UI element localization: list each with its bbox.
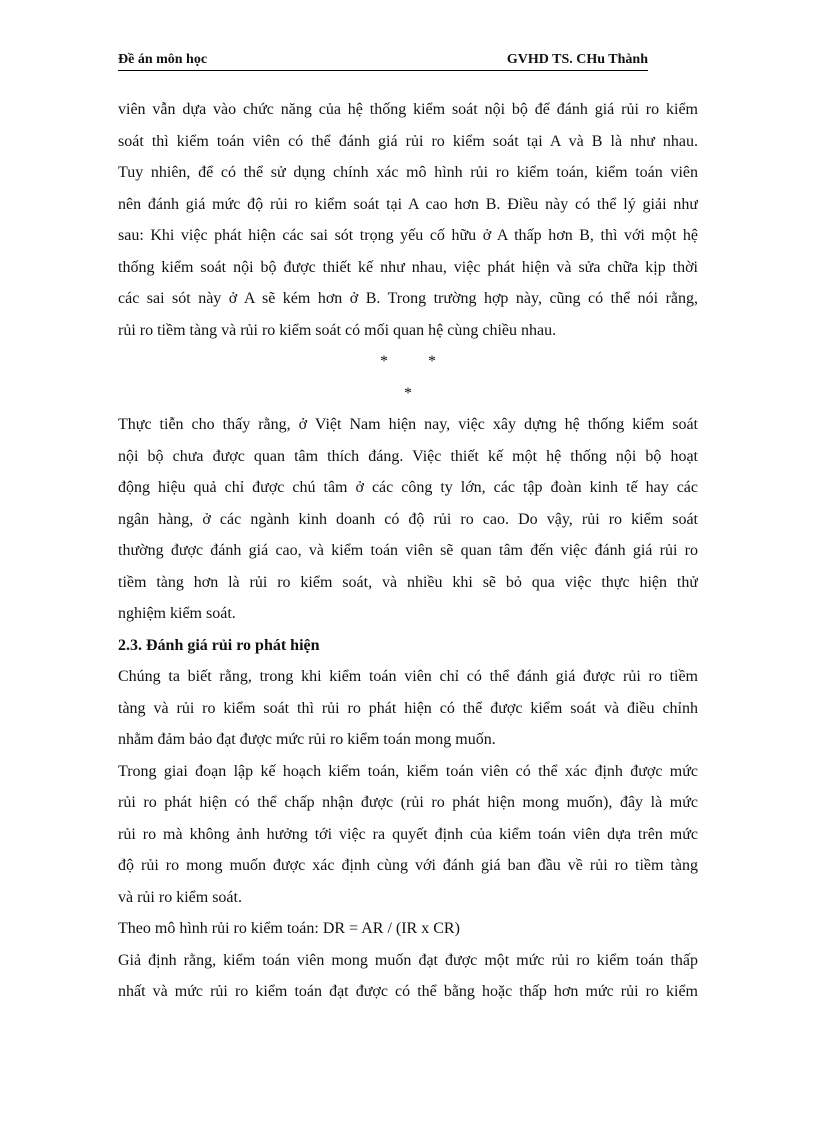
text-line: Giả định rằng, kiểm toán viên mong muốn đạt được một mức rủi ro kiểm toán thấp bbox=[118, 951, 698, 969]
text-line: và rủi ro kiểm soát. bbox=[118, 888, 242, 906]
text-line: nội bộ chưa được quan tâm thích đáng. Việc thiết kế một hệ thống nội bộ hoạt bbox=[118, 447, 698, 465]
header-underline bbox=[118, 70, 648, 71]
text-line: nhằm đảm bảo đạt được mức rủi ro kiểm toán mong muốn. bbox=[118, 731, 496, 748]
text-line: ngân hàng, ở các ngành kinh doanh có độ rủi ro cao. Do vậy, rủi ro kiểm soát bbox=[118, 510, 698, 528]
text-line: tiềm tàng hơn là rủi ro kiểm soát, và nhiều khi sẽ bỏ qua việc thực hiện thử bbox=[118, 573, 698, 591]
text-line: Trong giai đoạn lập kế hoạch kiểm toán, kiểm toán viên có thể xác định được mức bbox=[118, 762, 698, 780]
text-line: nhất và mức rủi ro kiểm toán đạt được có thể bằng hoặc thấp hơn mức rủi ro kiểm bbox=[118, 983, 698, 1000]
section-heading: 2.3. Đánh giá rủi ro phát hiện bbox=[118, 636, 320, 654]
document-body bbox=[118, 94, 698, 1008]
paragraph-4 bbox=[118, 756, 698, 914]
paragraph-3 bbox=[118, 661, 698, 756]
text-line: soát thì kiểm toán viên có thể đánh giá rủi ro kiểm soát tại A và B là như nhau. bbox=[118, 132, 698, 150]
text-line: nghiệm kiểm soát. bbox=[118, 605, 236, 622]
text-line: rủi ro tiềm tàng và rủi ro kiểm soát có mối quan hệ cùng chiều nhau. bbox=[118, 321, 557, 339]
formula-line: Theo mô hình rủi ro kiểm toán: DR = AR / (IR x CR) bbox=[118, 920, 460, 937]
paragraph-2 bbox=[118, 409, 698, 630]
text-line: Chúng ta biết rằng, trong khi kiểm toán viên chỉ có thể đánh giá được rủi ro tiềm bbox=[118, 668, 698, 685]
text-line: rủi ro mà không ảnh hưởng tới việc ra quyết định của kiểm toán viên dựa trên mức bbox=[118, 825, 698, 843]
text-line: nên đánh giá mức độ rủi ro kiểm soát tại A cao hơn B. Điều này có thể lý giải như bbox=[118, 195, 698, 213]
header-supervisor: GVHD TS. CHu Thành bbox=[506, 52, 648, 67]
text-line: Thực tiễn cho thấy rằng, ở Việt Nam hiện nay, việc xây dựng hệ thống kiểm soát bbox=[118, 416, 698, 433]
paragraph-5 bbox=[118, 945, 698, 1008]
header-course-title: Đề án môn học bbox=[118, 52, 208, 67]
page-header bbox=[118, 52, 648, 72]
text-line: Tuy nhiên, để có thể sử dụng chính xác mô hình rủi ro kiểm toán, kiểm toán viên bbox=[118, 164, 698, 181]
text-line: sau: Khi việc phát hiện các sai sót trọng yếu cố hữu ở A thấp hơn B, thì với một hệ bbox=[118, 227, 698, 244]
text-line: độ rủi ro mong muốn được xác định cùng với đánh giá ban đầu về rủi ro tiềm tàng bbox=[118, 857, 698, 874]
text-line: viên vẫn dựa vào chức năng của hệ thống kiểm soát nội bộ để đánh giá rủi ro kiểm bbox=[118, 101, 698, 118]
text-line: thống kiểm soát nội bộ được thiết kế như nhau, việc phát hiện và sửa chữa kịp thời bbox=[118, 258, 698, 276]
paragraph-1 bbox=[118, 94, 698, 346]
text-line: các sai sót này ở A sẽ kém hơn ở B. Trong trường hợp này, cũng có thể nói rằng, bbox=[118, 290, 698, 307]
text-line: rủi ro phát hiện có thể chấp nhận được (rủi ro phát hiện mong muốn), đây là mức bbox=[118, 794, 698, 811]
text-line: động hiệu quả chỉ được chú tâm ở các công ty lớn, các tập đoàn kinh tế hay các bbox=[118, 479, 698, 496]
text-line: tàng và rủi ro kiểm soát thì rủi ro phát hiện có thể được kiểm soát và điều chỉnh bbox=[118, 699, 698, 717]
section-separator-star: * bbox=[404, 384, 412, 402]
text-line: thường được đánh giá cao, và kiểm toán viên sẽ quan tâm đến việc đánh giá rủi ro bbox=[118, 542, 698, 559]
section-separator-stars: * * bbox=[380, 353, 436, 370]
